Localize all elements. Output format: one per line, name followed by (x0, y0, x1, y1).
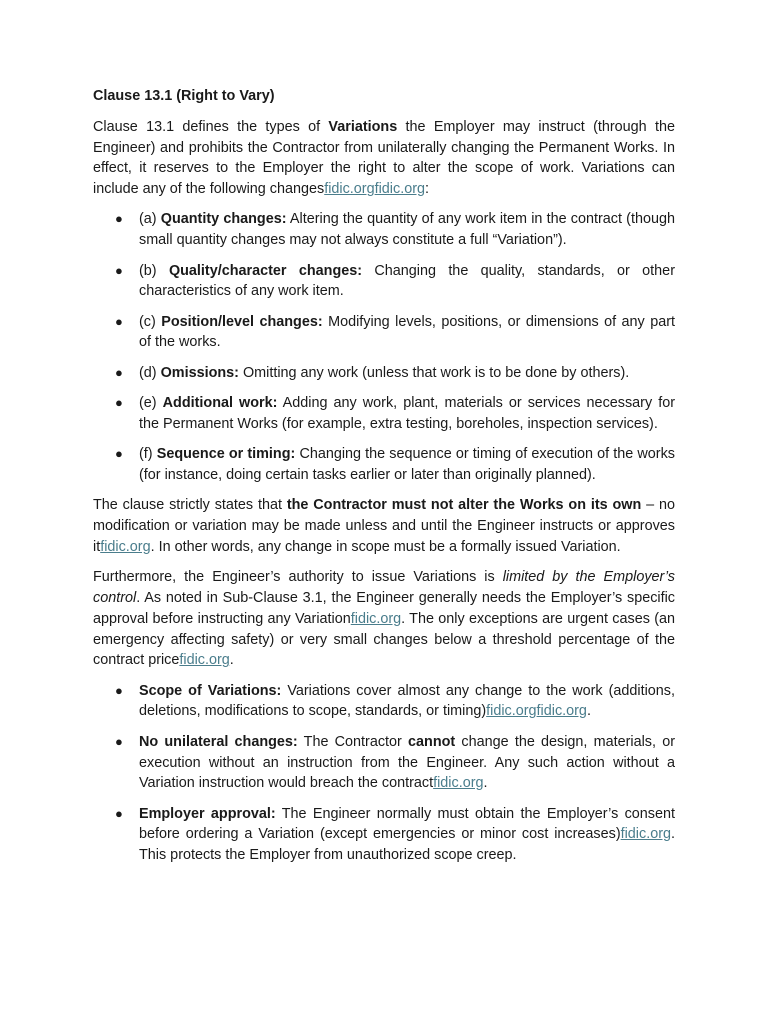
list-item: ● (c) Position/level changes: Modifying levels, positions, or dimensions of any part of the works. (115, 313, 675, 351)
intro-paragraph: Clause 13.1 defines the types of Variations the Employer may instruct (through the Engineer) and prohibits the Contractor from unilaterally changing the Permanent Works. In effect, it reserves to the Employer the right to alter the scope of work. Variations can include any of the following changesfidic.orgfidic.org: (93, 118, 675, 198)
bullet-icon: ● (115, 395, 123, 411)
variation-types-list (93, 209, 675, 485)
list-item: ● (a) Quantity changes: Altering the quantity of any work item in the contract (though small quantity changes may not always constitute a full “Variation”). (115, 211, 675, 249)
list-item: ● (d) Omissions: Omitting any work (unless that work is to be done by others). (93, 363, 675, 384)
source-link[interactable]: fidic.org (536, 703, 587, 720)
list-item: ● (b) Quality/character changes: Changing the quality, standards, or other characteristics of any work item. (115, 262, 675, 300)
source-link[interactable]: fidic.org (324, 181, 375, 198)
source-link[interactable]: fidic.org (433, 775, 484, 792)
bullet-icon: ● (115, 211, 123, 227)
source-link[interactable]: fidic.org (100, 538, 151, 555)
summary-list (93, 681, 675, 866)
engineer-authority-paragraph: Furthermore, the Engineer’s authority to issue Variations is limited by the Employer’s control. As noted in Sub-Clause 3.1, the Engineer generally needs the Employer’s specific approval before instructing any Variationfidic.org. The only exceptions are urgent cases (an emergency affecting safety) or very small changes below a threshold percentage of the contract pricefidic.org. (93, 569, 676, 669)
source-link[interactable]: fidic.org (374, 181, 425, 198)
source-link[interactable]: fidic.org (486, 703, 537, 720)
bullet-icon: ● (115, 733, 123, 749)
list-item: ● (f) Sequence or timing: Changing the sequence or timing of execution of the works (for instance, doing certain tasks earlier or later than originally planned). (115, 446, 675, 483)
list-item: ● Employer approval: The Engineer normally must obtain the Employer’s consent before ordering a Variation (except emergencies or minor cost increases)fidic.org. This protects the Employer from unauthorized scope creep. (115, 805, 675, 864)
bullet-icon: ● (115, 682, 123, 698)
bullet-icon: ● (115, 446, 123, 462)
list-item: ● No unilateral changes: The Contractor cannot change the design, materials, or execution without an instruction from the Engineer. Any such action without a Variation instruction would breach the contractfidic.org. (115, 733, 675, 792)
bullet-icon: ● (115, 262, 123, 278)
source-link[interactable]: fidic.org (179, 652, 230, 669)
contractor-paragraph: The clause strictly states that the Contractor must not alter the Works on its own – no modification or variation may be made unless and until the Engineer instructs or approves itfidic.org. In other words, any change in scope must be a formally issued Variation. (93, 497, 675, 555)
list-item: ● Scope of Variations: Variations cover almost any change to the work (additions, deletions, modifications to scope, standards, or timing)fidic.orgfidic.org. (115, 682, 675, 720)
source-link[interactable]: fidic.org (620, 826, 671, 843)
clause-heading: Clause 13.1 (Right to Vary) (93, 88, 275, 104)
bullet-icon: ● (115, 364, 123, 380)
source-link[interactable]: fidic.org (350, 610, 402, 627)
bullet-icon: ● (115, 805, 123, 821)
bullet-icon: ● (115, 313, 123, 329)
list-item: ● (e) Additional work: Adding any work, plant, materials or services necessary for the Permanent Works (for example, extra testing, boreholes, inspection services). (115, 395, 675, 432)
